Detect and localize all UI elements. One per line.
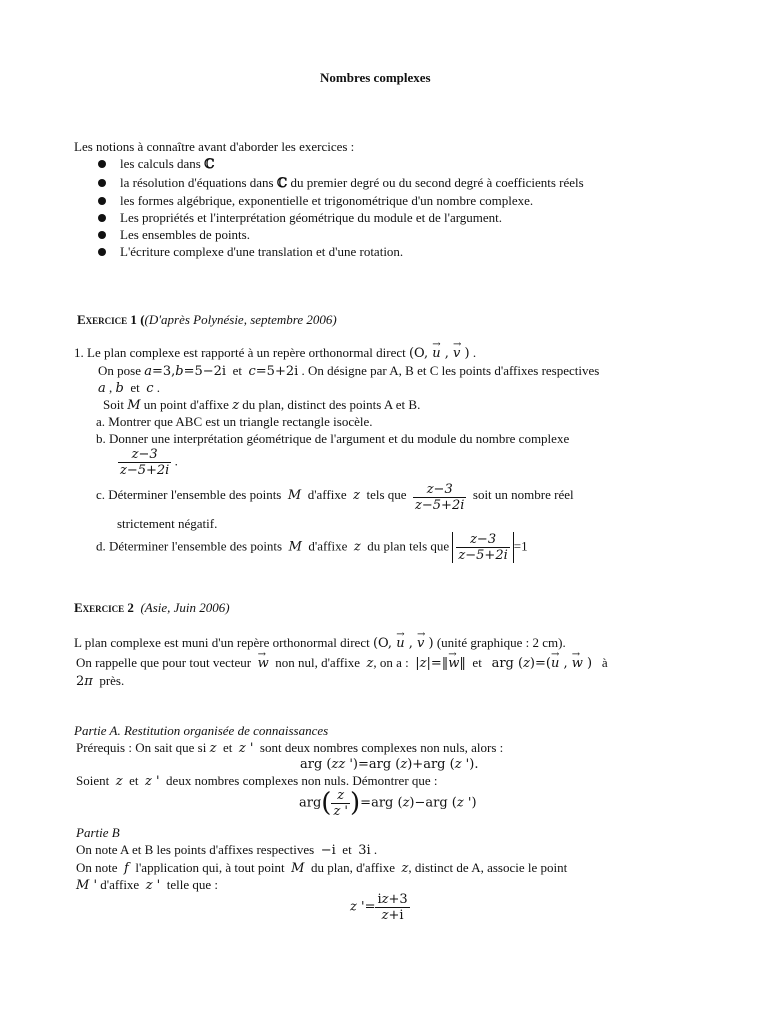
ex1-question-1: 1. Le plan complexe est rapporté à un repère orthonormal direct (O, → u , → v ) . <box>74 344 476 362</box>
ex1-question-1-line2: On pose a=3,b=5−2i et c=5+2i . On désigne par A, B et C les points d'affixes respectives <box>98 363 600 379</box>
ex1-question-d: d. Déterminer l'ensemble des points M d'affixe z du plan tels que $\frac{z-3}{z-5+2i}$ =1 <box>96 532 528 563</box>
ex1-question-b: b. Donner une interprétation géométrique de l'argument et du module du nombre complexe <box>96 431 570 446</box>
ex1-question-b-fraction: $\frac{z-3}{z-5+2i}$ . <box>120 447 178 478</box>
ex1-question-c-line2: strictement négatif. <box>117 516 218 531</box>
ex1-question-1-line4: Soit M un point d'affixe z du plan, distinct des points A et B. <box>103 397 421 413</box>
bullet-icon <box>98 248 106 256</box>
ex1-question-c: c. Déterminer l'ensemble des points M d'affixe z tels que $\frac{z-3}{z-5+2i}$ soit un nombre réel <box>96 482 574 513</box>
part-a-title: Partie A. Restitution organisée de connaissances <box>74 723 329 738</box>
bullet-icon <box>98 231 106 239</box>
ex1-question-a: a. Montrer que ABC est un triangle rectangle isocèle. <box>96 414 373 429</box>
complex-set-symbol: ℂ <box>204 157 215 172</box>
notion-item: Les ensembles de points. <box>98 226 250 243</box>
complex-set-symbol: ℂ <box>276 176 288 191</box>
notion-item: la résolution d'équations dans ℂ du premier degré ou du second degré à coefficients réels <box>98 174 584 192</box>
exercise-2-heading: Exercice 2 (Asie, Juin 2006) <box>74 600 230 615</box>
part-a-prereq-formula: arg (zz ')=arg (z)+arg (z '). <box>300 757 479 772</box>
ex2-line3: 2π près. <box>76 673 125 689</box>
part-b-line2: On note f l'application qui, à tout point M du plan, d'affixe z, distinct de A, associe le point <box>76 860 568 876</box>
ex1-question-1-line3: a , b et c . <box>98 380 161 396</box>
notion-item: Les propriétés et l'interprétation géométrique du module et de l'argument. <box>98 209 502 226</box>
part-b-title: Partie B <box>76 825 120 840</box>
notion-item: les formes algébrique, exponentielle et trigonométrique d'un nombre complexe. <box>98 192 533 209</box>
part-a-soient: Soient z et z ' deux nombres complexes non nuls. Démontrer que : <box>76 773 438 789</box>
bullet-icon <box>98 197 106 205</box>
part-b-line3: M ' d'affixe z ' telle que : <box>76 877 219 893</box>
exercise-1-heading: Exercice 1 ((D'après Polynésie, septembre 2006) <box>77 312 337 327</box>
ex2-line2: On rappelle que pour tout vecteur → w non nul, d'affixe z, on a : |z|=‖→ w‖ et arg (z)=(→ u , → w ) à <box>76 654 608 672</box>
part-a-formula: arg( $\frac{z}{z '}$ )=arg (z)−arg (z ') <box>299 788 477 819</box>
bullet-icon <box>98 179 106 187</box>
notion-item: les calculs dans ℂ <box>98 155 214 173</box>
notion-item: L'écriture complexe d'une translation et d'une rotation. <box>98 243 403 260</box>
bullet-icon <box>98 160 106 168</box>
part-b-line1: On note A et B les points d'affixes respectives −i et 3i . <box>76 842 378 858</box>
ex2-line1: L plan complexe est muni d'un repère orthonormal direct (O, → u , → v ) (unité graphique : 2 cm). <box>74 634 566 652</box>
page-title: Nombres complexes <box>320 70 431 85</box>
intro-text: Les notions à connaître avant d'aborder les exercices : <box>74 139 355 154</box>
bullet-icon <box>98 214 106 222</box>
part-b-formula: z '= $\frac{iz+3}{z+i}$ <box>350 892 408 923</box>
part-a-prereq: Prérequis : On sait que si z et z ' sont deux nombres complexes non nuls, alors : <box>76 740 504 756</box>
